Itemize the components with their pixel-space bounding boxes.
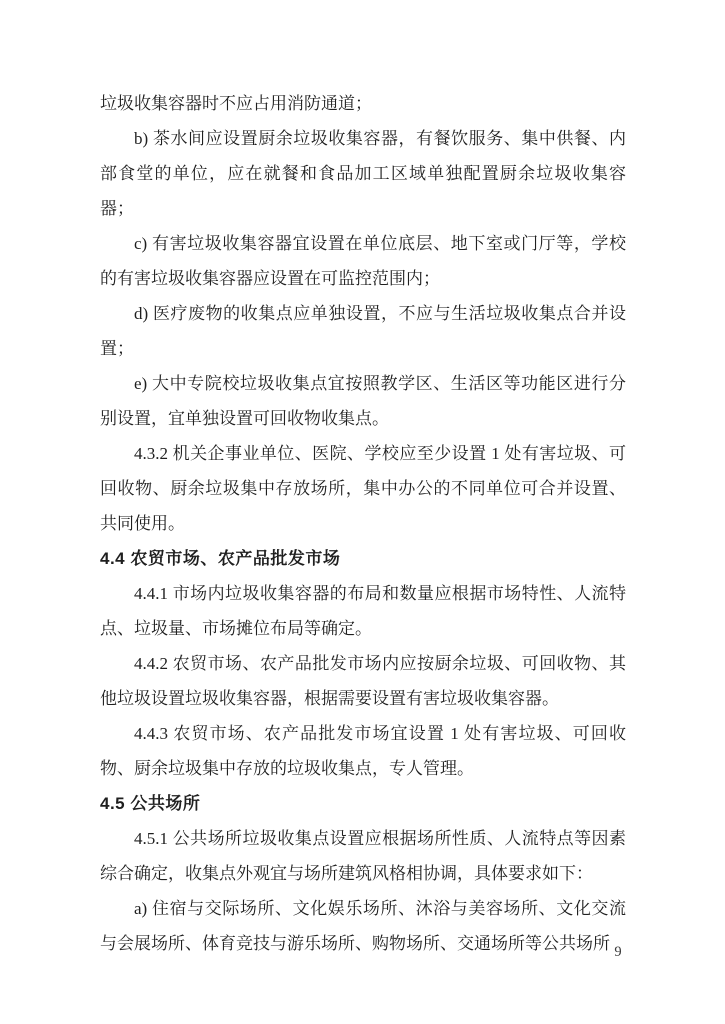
- list-item-a: a) 住宿与交际场所、文化娱乐场所、沐浴与美容场所、文化交流与会展场所、体育竞技与游乐场所、购物场所、交通场所等公共场所: [100, 899, 626, 953]
- section-heading-4-5: 4.5 公共场所: [100, 794, 201, 813]
- clause-4-4-1: 4.4.1 市场内垃圾收集容器的布局和数量应根据市场特性、人流特点、垃圾量、市场摊位布局等确定。: [100, 584, 626, 638]
- list-item-e: e) 大中专院校垃圾收集点宜按照教学区、生活区等功能区进行分别设置，宜单独设置可回收物收集点。: [100, 374, 626, 428]
- page-number: 9: [614, 944, 622, 960]
- list-item-c: c) 有害垃圾收集容器宜设置在单位底层、地下室或门厅等，学校的有害垃圾收集容器应设置在可监控范围内；: [100, 234, 626, 288]
- section-heading-4-4: 4.4 农贸市场、农产品批发市场: [100, 549, 341, 568]
- list-item-d: d) 医疗废物的收集点应单独设置，不应与生活垃圾收集点合并设置；: [100, 304, 626, 358]
- clause-4-4-3: 4.4.3 农贸市场、农产品批发市场宜设置 1 处有害垃圾、可回收物、厨余垃圾集中存放的垃圾收集点，专人管理。: [100, 724, 626, 778]
- clause-4-3-2: 4.3.2 机关企事业单位、医院、学校应至少设置 1 处有害垃圾、可回收物、厨余垃圾集中存放场所，集中办公的不同单位可合并设置、共同使用。: [100, 444, 626, 533]
- document-text-block: [100, 86, 626, 961]
- clause-4-5-1: 4.5.1 公共场所垃圾收集点设置应根据场所性质、人流特点等因素综合确定，收集点外观宜与场所建筑风格相协调，具体要求如下：: [100, 829, 626, 883]
- list-item-b: b) 茶水间应设置厨余垃圾收集容器，有餐饮服务、集中供餐、内部食堂的单位，应在就餐和食品加工区域单独配置厨余垃圾收集容器；: [100, 129, 626, 218]
- paragraph-continuation: 垃圾收集容器时不应占用消防通道；: [100, 94, 372, 113]
- clause-4-4-2: 4.4.2 农贸市场、农产品批发市场内应按厨余垃圾、可回收物、其他垃圾设置垃圾收集容器，根据需要设置有害垃圾收集容器。: [100, 654, 626, 708]
